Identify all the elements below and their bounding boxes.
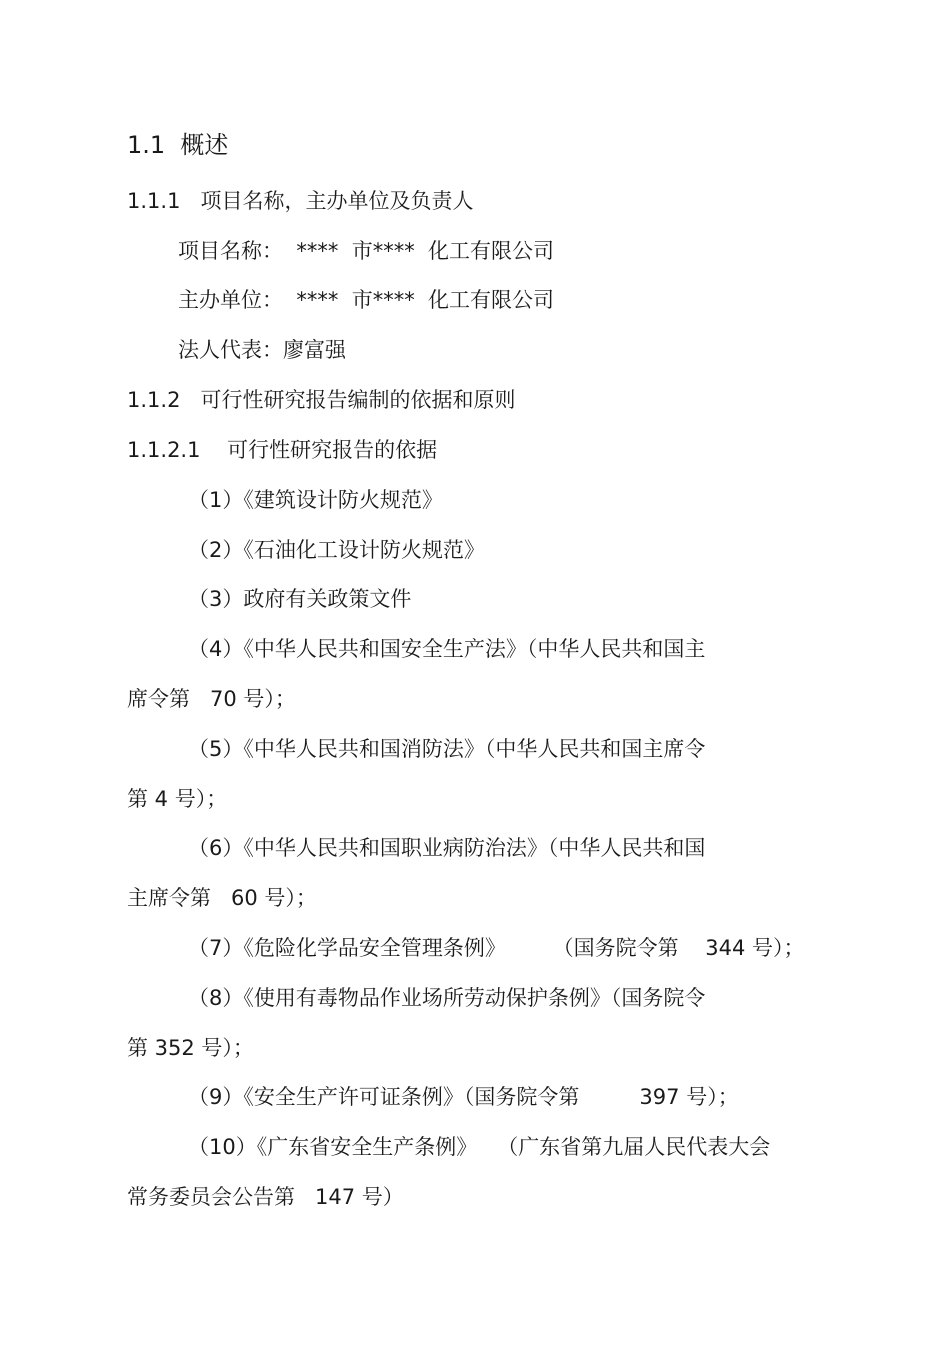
- basis-item-9: （9）《安全生产许可证条例》（国务院令第 397 号）；: [188, 1085, 739, 1109]
- basis-item-7: （7）《危险化学品安全管理条例》 （国务院令第 344 号）；: [188, 936, 805, 960]
- basis-item-10: （10）《广东省安全生产条例》 （广东省第九届人民代表大会: [188, 1135, 771, 1159]
- basis-item-5-cont: 第 4 号）；: [127, 787, 228, 811]
- basis-item-6-cont: 主席令第 60 号）；: [127, 886, 317, 910]
- subsection-heading-1-1-2-1: 1.1.2.1 可行性研究报告的依据: [127, 438, 438, 462]
- basis-item-5: （5）《中华人民共和国消防法》（中华人民共和国主席令: [188, 737, 706, 761]
- section-heading: 1.1 概述: [127, 131, 229, 159]
- basis-item-4-cont: 席令第 70 号）；: [127, 687, 296, 711]
- basis-item-1: （1）《建筑设计防火规范》: [188, 488, 443, 512]
- sponsor-line: 主办单位： **** 市**** 化工有限公司: [178, 288, 555, 312]
- basis-item-6: （6）《中华人民共和国职业病防治法》（中华人民共和国: [188, 836, 706, 860]
- legal-rep-line: 法人代表：廖富强: [178, 338, 346, 362]
- subsection-heading-1-1-1: 1.1.1 项目名称，主办单位及负责人: [127, 189, 474, 213]
- basis-item-2: （2）《石油化工设计防火规范》: [188, 538, 485, 562]
- project-name-line: 项目名称： **** 市**** 化工有限公司: [178, 239, 555, 263]
- basis-item-8-cont: 第 352 号）；: [127, 1036, 254, 1060]
- basis-item-4: （4）《中华人民共和国安全生产法》（中华人民共和国主: [188, 637, 706, 661]
- basis-item-8: （8）《使用有毒物品作业场所劳动保护条例》（国务院令: [188, 986, 706, 1010]
- basis-item-10-cont: 常务委员会公告第 147 号）: [127, 1185, 404, 1209]
- basis-item-3: （3）政府有关政策文件: [188, 587, 412, 611]
- subsection-heading-1-1-2: 1.1.2 可行性研究报告编制的依据和原则: [127, 388, 516, 412]
